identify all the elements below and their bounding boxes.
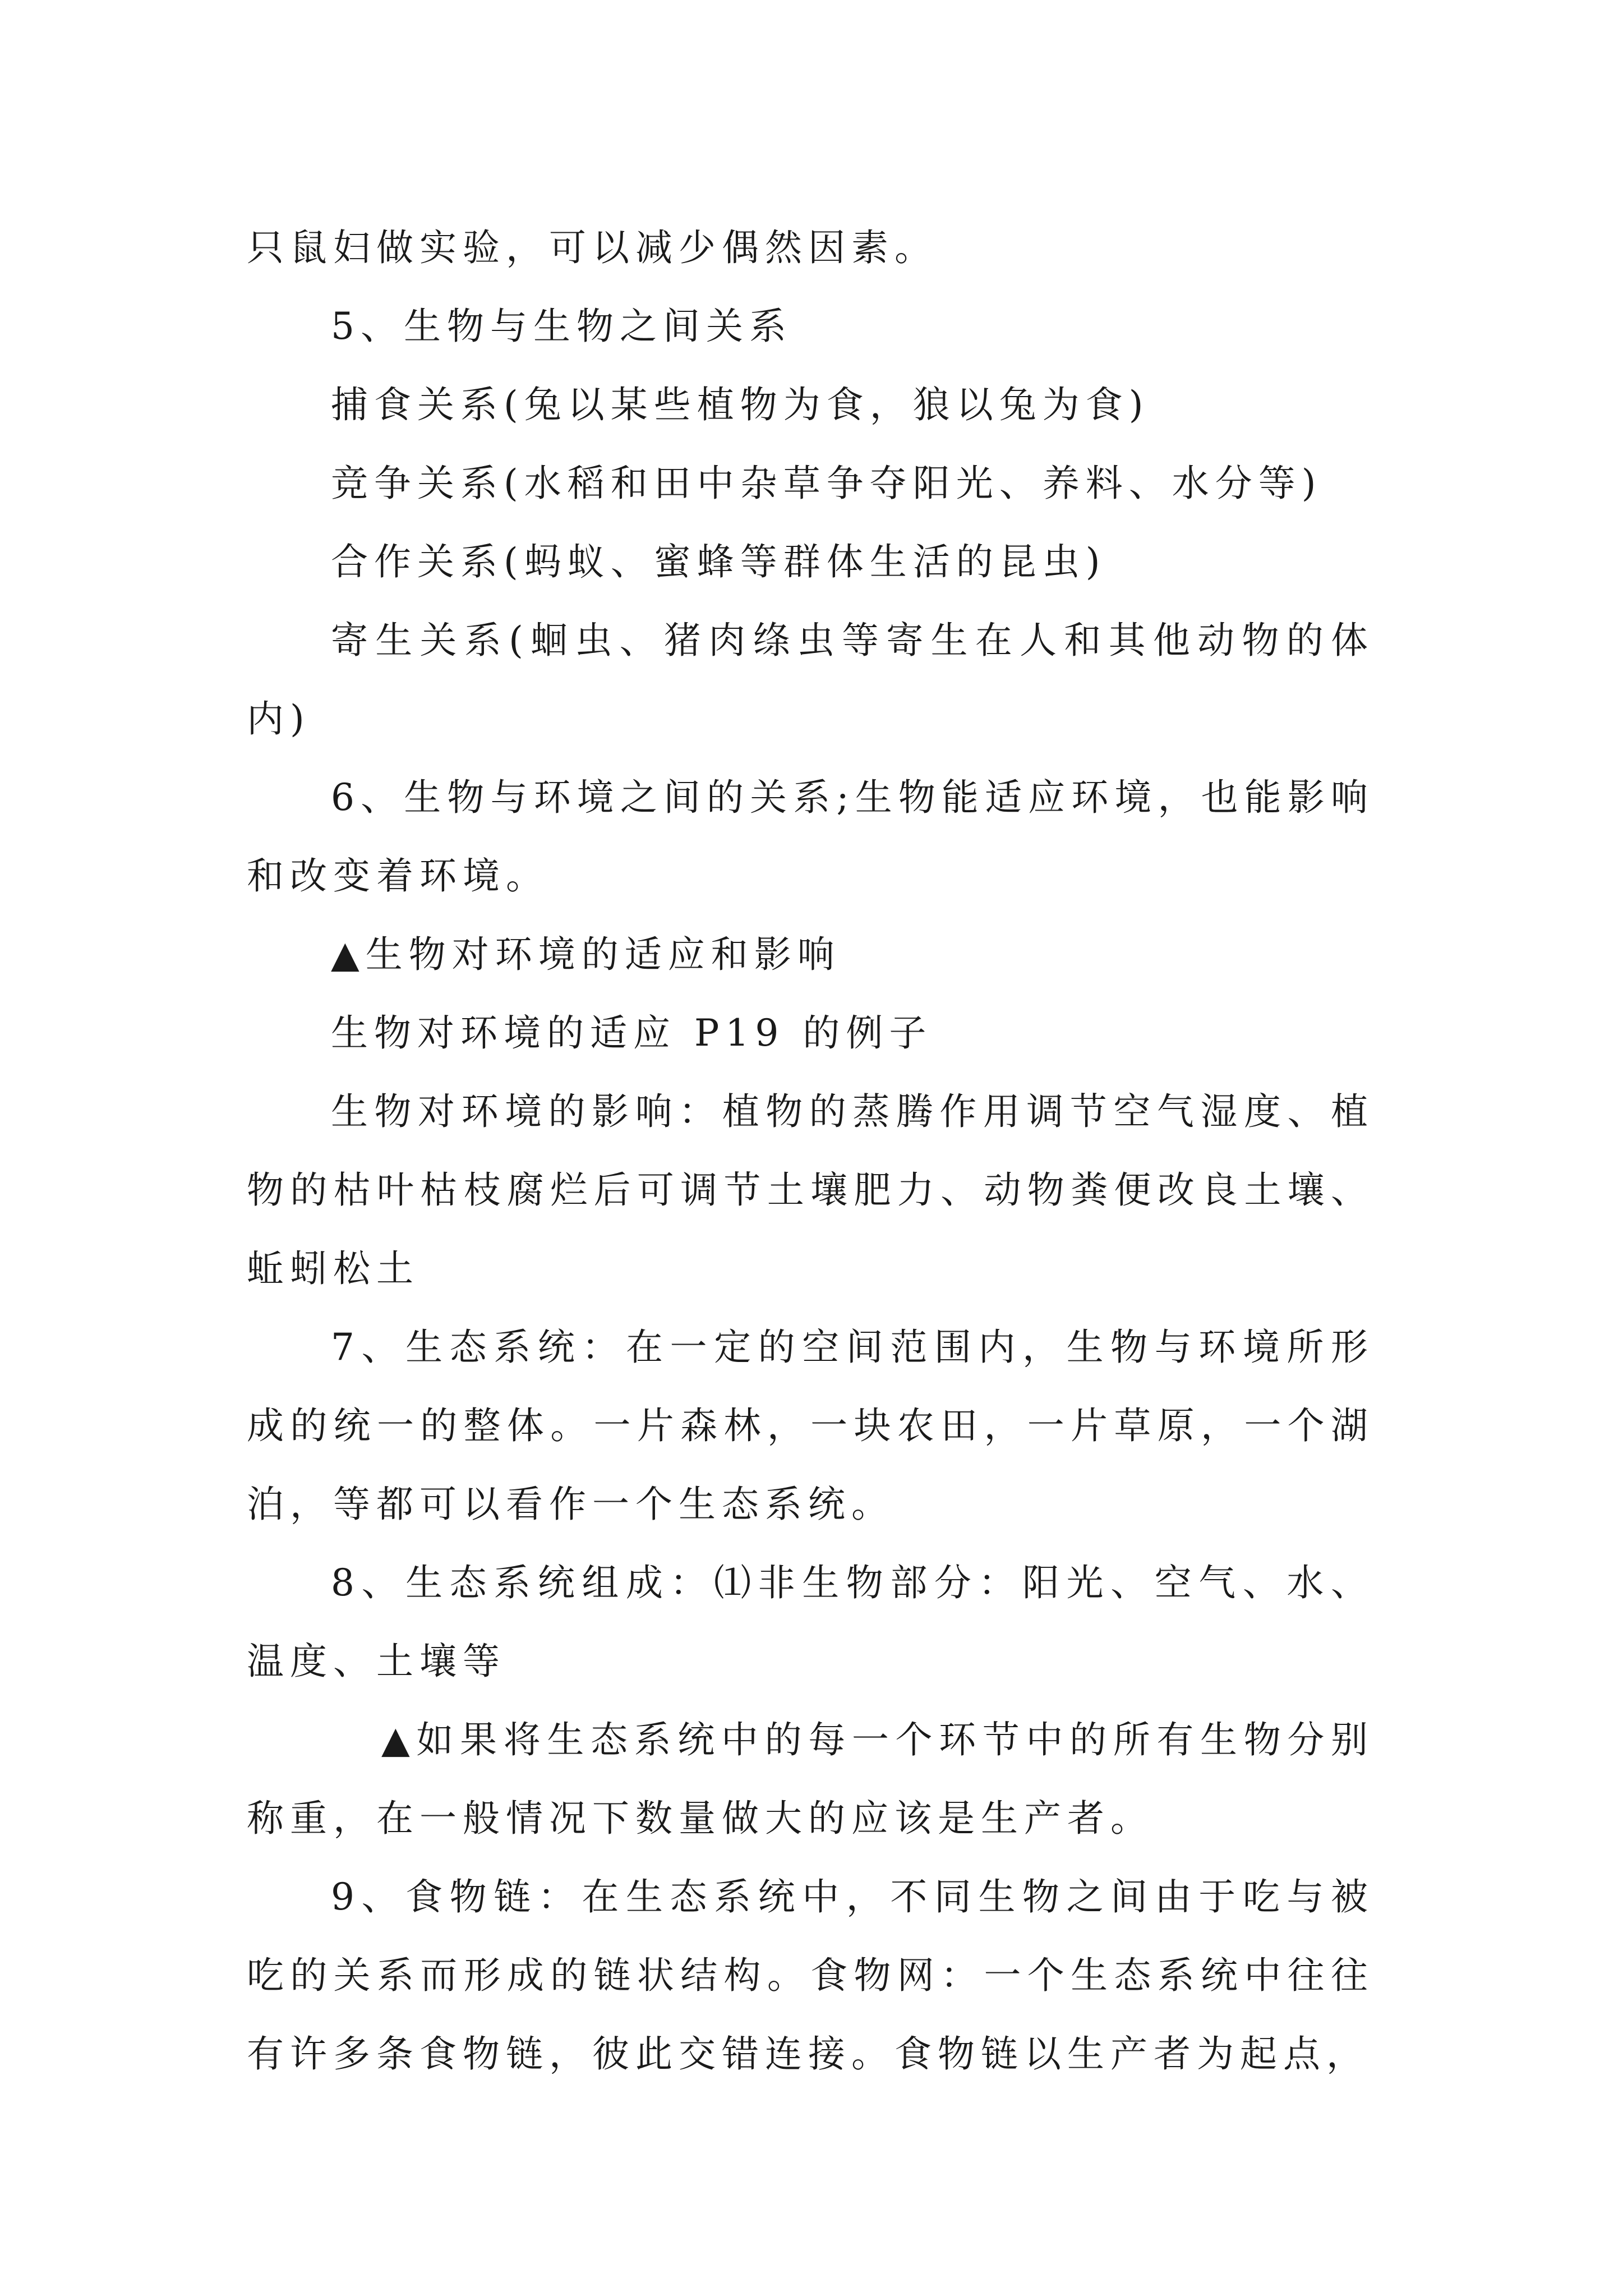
note-producer-weight: ▲如果将生态系统中的每一个环节中的所有生物分别称重，在一般情况下数量做大的应该是生产者。 [247, 1718, 1374, 1840]
item-environmental-influence: 生物对环境的影响：植物的蒸腾作用调节空气湿度、植物的枯叶枯枝腐烂后可调节土壤肥力、动物粪便改良土壤、蚯蚓松土 [247, 1090, 1374, 1290]
note-adaptation-influence: ▲生物对环境的适应和影响 [331, 933, 841, 976]
item-predation: 捕食关系(兔以某些植物为食，狼以兔为食) [331, 383, 1150, 426]
paragraph-mouse-experiment: 只鼠妇做实验，可以减少偶然因素。 [247, 226, 938, 269]
paragraph-ecosystem-definition: 7、生态系统：在一定的空间范围内，生物与环境所形成的统一的整体。一片森林，一块农田，一片草原，一个湖泊，等都可以看作一个生态系统。 [247, 1326, 1374, 1526]
item-adaptation-example: 生物对环境的适应 P19 的例子 [331, 1011, 933, 1055]
paragraph-food-chain: 9、食物链：在生态系统中，不同生物之间由于吃与被吃的关系而形成的链状结构。食物网：一个生态系统中往往有许多条食物链，彼此交错连接。食物链以生产者为起点， [247, 1875, 1374, 2076]
heading-organism-relations: 5、生物与生物之间关系 [331, 305, 792, 348]
item-competition: 竞争关系(水稻和田中杂草争夺阳光、养料、水分等) [331, 462, 1322, 505]
paragraph-ecosystem-components: 8、生态系统组成：⑴非生物部分：阳光、空气、水、温度、土壤等 [247, 1561, 1374, 1683]
item-parasitism: 寄生关系(蛔虫、猪肉绦虫等寄生在人和其他动物的体内) [247, 619, 1374, 740]
document-body [247, 209, 1374, 2093]
paragraph-organism-environment: 6、生物与环境之间的关系;生物能适应环境，也能影响和改变着环境。 [247, 776, 1374, 898]
item-cooperation: 合作关系(蚂蚁、蜜蜂等群体生活的昆虫) [331, 540, 1106, 583]
